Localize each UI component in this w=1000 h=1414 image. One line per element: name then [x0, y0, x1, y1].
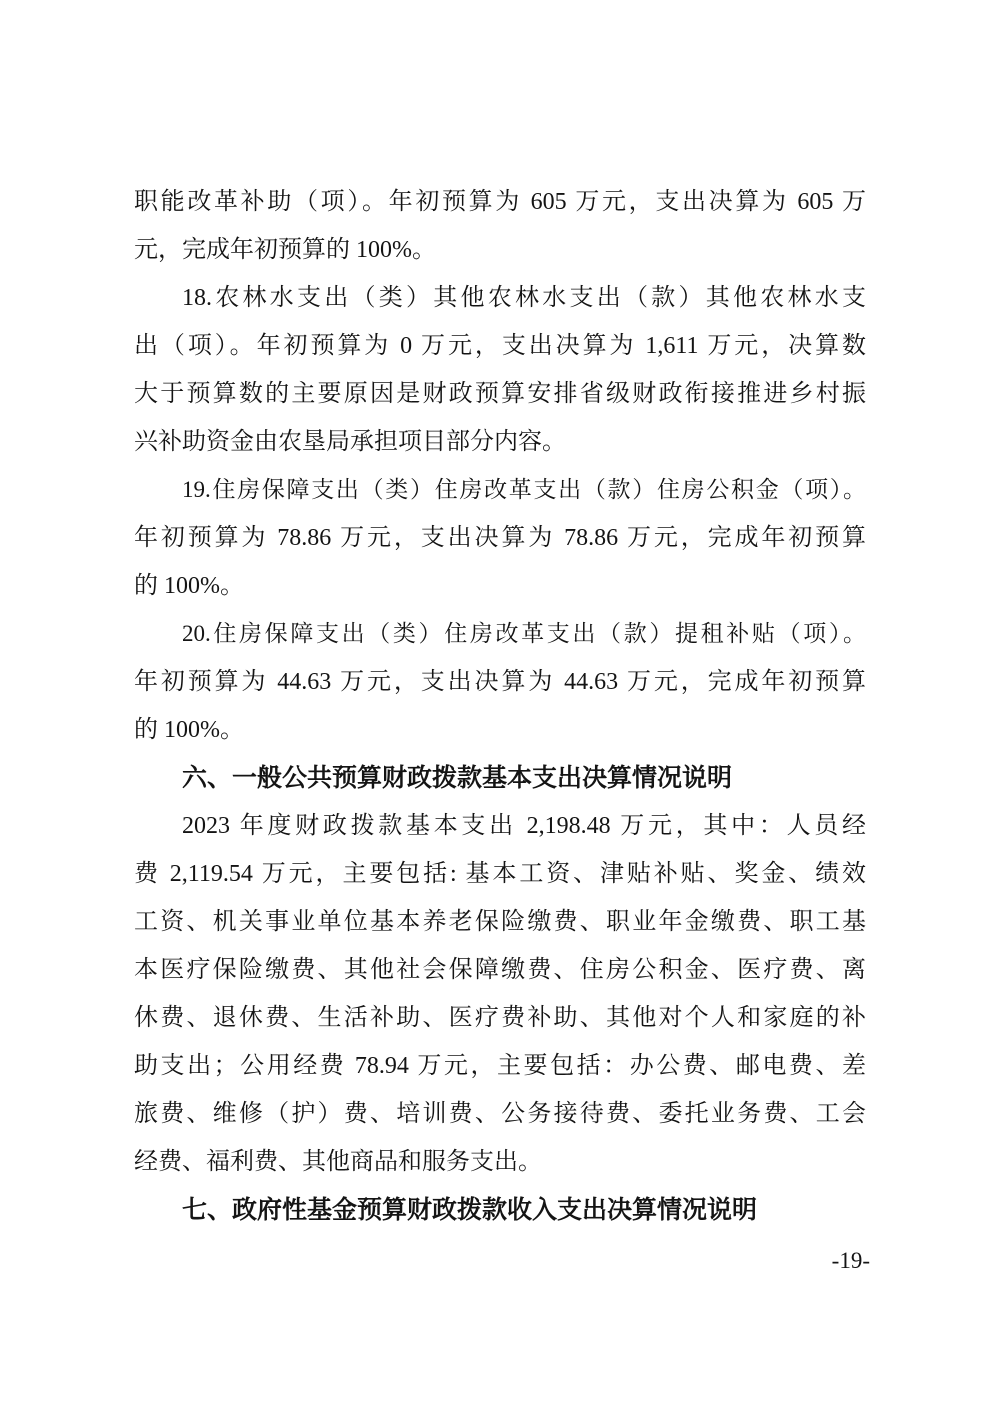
text-line: 本医疗保险缴费、其他社会保障缴费、住房公积金、医疗费、离 [134, 957, 866, 983]
text-line: 的 100%。 [134, 573, 244, 599]
paragraph-item-19 [134, 466, 866, 610]
paragraph-item-18 [134, 274, 866, 466]
text-line: 大于预算数的主要原因是财政预算安排省级财政衔接推进乡村振 [134, 381, 866, 407]
text-line: 19.住房保障支出（类）住房改革支出（款）住房公积金（项）。 [182, 477, 866, 502]
text-line: 年初预算为 44.63 万元，支出决算为 44.63 万元，完成年初预算 [134, 669, 866, 695]
text-line: 助支出；公用经费 78.94 万元，主要包括：办公费、邮电费、差 [134, 1053, 866, 1079]
text-line: 旅费、维修（护）费、培训费、公务接待费、委托业务费、工会 [134, 1101, 866, 1127]
text-line: 元，完成年初预算的 100%。 [134, 237, 436, 263]
section-heading-7: 七、政府性基金预算财政拨款收入支出决算情况说明 [182, 1196, 758, 1224]
paragraph-item-17-continuation [134, 178, 866, 274]
section-6-body [134, 802, 866, 1186]
text-line: 年初预算为 78.86 万元，支出决算为 78.86 万元，完成年初预算 [134, 525, 866, 551]
text-line: 出（项）。年初预算为 0 万元，支出决算为 1,611 万元，决算数 [134, 333, 866, 359]
paragraph-item-20 [134, 610, 866, 754]
text-line: 兴补助资金由农垦局承担项目部分内容。 [134, 429, 566, 455]
section-6 [134, 754, 866, 802]
document-body [134, 178, 866, 1234]
text-line: 职能改革补助（项）。年初预算为 605 万元，支出决算为 605 万 [134, 189, 866, 215]
text-line: 经费、福利费、其他商品和服务支出。 [134, 1149, 542, 1175]
text-line: 的 100%。 [134, 717, 244, 743]
text-line: 费 2,119.54 万元，主要包括: 基本工资、津贴补贴、奖金、绩效 [134, 861, 866, 887]
text-line: 20.住房保障支出（类）住房改革支出（款）提租补贴（项）。 [182, 621, 866, 646]
page-number: -19- [831, 1248, 870, 1273]
text-line: 工资、机关事业单位基本养老保险缴费、职业年金缴费、职工基 [134, 909, 866, 935]
section-heading-6: 六、一般公共预算财政拨款基本支出决算情况说明 [182, 764, 733, 792]
section-7 [134, 1186, 866, 1234]
text-line: 2023 年度财政拨款基本支出 2,198.48 万元，其中：人员经 [182, 813, 866, 839]
text-line: 休费、退休费、生活补助、医疗费补助、其他对个人和家庭的补 [134, 1005, 866, 1031]
text-line: 18.农林水支出（类）其他农林水支出（款）其他农林水支 [182, 285, 866, 311]
